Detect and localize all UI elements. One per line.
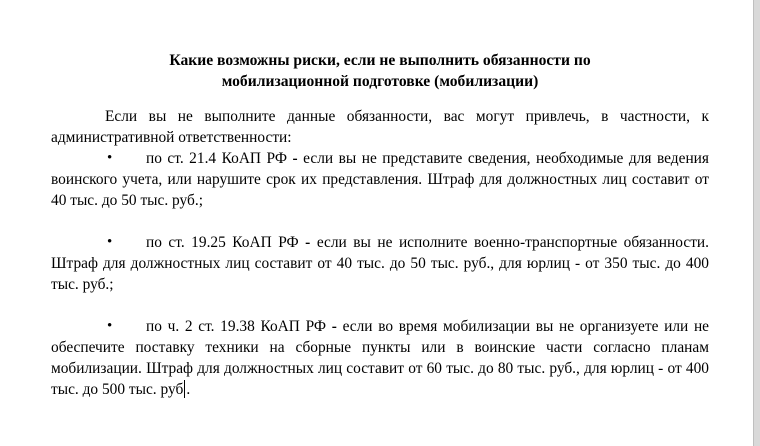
list-item	[51, 316, 709, 400]
list-item-text-end: .	[186, 381, 191, 398]
bullet-icon: •	[107, 318, 113, 334]
list-item-text: если вы не исполните военно-транспортные обязанности. Штраф для должностных лиц составит от 40 тыс. до 50 тыс. руб., для юрлиц - от 350 тыс. до 400 тыс. руб.;	[51, 234, 710, 293]
list-item	[51, 148, 709, 211]
document-body[interactable]	[51, 50, 709, 421]
bullet-icon: •	[107, 234, 113, 250]
page-edge	[753, 0, 760, 446]
law-reference: по ст. 19.25 КоАП РФ	[146, 234, 299, 251]
dash-separator: -	[298, 234, 317, 251]
document-title	[51, 50, 709, 92]
title-line-2: мобилизационной подготовке (мобилизации)	[221, 73, 539, 90]
list-item-text: если вы не представите сведения, необходимые для ведения воинского учета, или нарушите срок их представления. Штраф для должностных лиц составит от 40 тыс. до 50 тыс. руб.;	[51, 150, 709, 209]
title-line-1: Какие возможны риски, если не выполнить обязанности по	[169, 52, 591, 69]
list-item	[51, 232, 709, 295]
list-item-text: если во время мобилизации вы не организуете или не обеспечите поставку техники на сборные пункты или в воинские части согласно планам мобилизации. Штраф для должностных лиц составит от 60 тыс. до 80 тыс. руб., для юрлиц - от 400 тыс. до 500 тыс. руб	[51, 318, 710, 398]
law-reference: по ст. 21.4 КоАП РФ	[146, 150, 288, 167]
dash-separator: -	[326, 318, 343, 335]
dash-separator: -	[287, 150, 304, 167]
bullet-icon: •	[107, 150, 113, 166]
law-reference: по ч. 2 ст. 19.38 КоАП РФ	[146, 318, 327, 335]
intro-paragraph: Если вы не выполните данные обязанности, вас могут привлечь, в частности, к административной ответственности:	[51, 108, 709, 146]
